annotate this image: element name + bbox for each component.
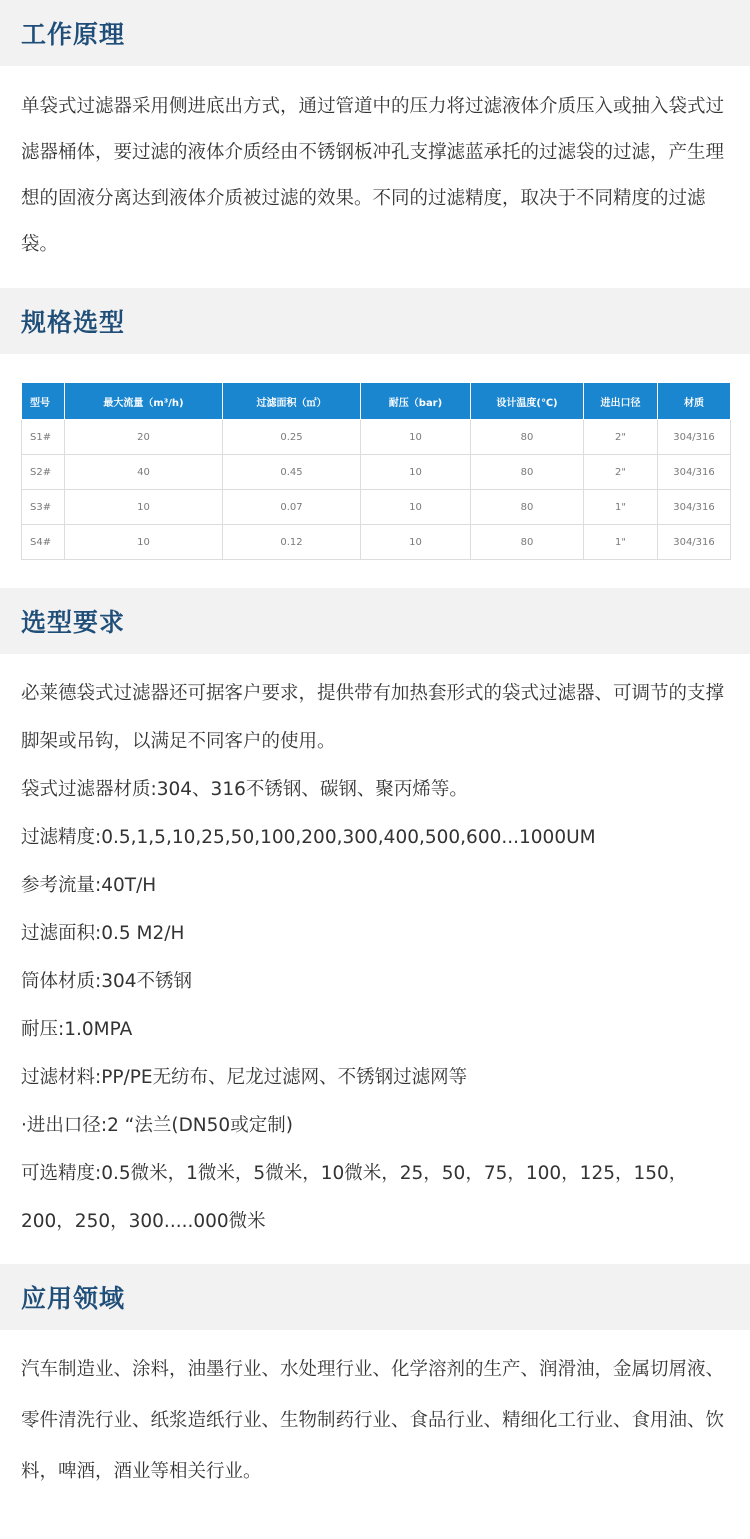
cell-temperature: 80 — [471, 525, 584, 560]
cell-model: S2# — [22, 455, 65, 490]
spec-table — [21, 382, 731, 560]
cell-max-flow: 10 — [65, 525, 223, 560]
col-header-material: 材质 — [658, 383, 731, 420]
cell-filter-area: 0.07 — [223, 490, 361, 525]
col-header-temperature: 设计温度(℃) — [471, 383, 584, 420]
col-header-max-flow: 最大流量（m³/h) — [65, 383, 223, 420]
cell-pressure: 10 — [361, 455, 471, 490]
cell-port-size: 1" — [584, 490, 658, 525]
cell-model: S3# — [22, 490, 65, 525]
cell-material: 304/316 — [658, 525, 731, 560]
spec-header — [0, 288, 750, 354]
cell-max-flow: 20 — [65, 420, 223, 455]
cell-port-size: 2" — [584, 455, 658, 490]
cell-pressure: 10 — [361, 420, 471, 455]
cell-max-flow: 40 — [65, 455, 223, 490]
requirement-line: 可选精度:0.5微米，1微米，5微米，10微米，25，50，75，100，125，150，200，250，300.....000微米 — [21, 1163, 688, 1232]
requirement-line: ·进出口径:2 “法兰(DN50或定制) — [21, 1115, 293, 1136]
cell-filter-area: 0.45 — [223, 455, 361, 490]
requirements-body — [0, 654, 750, 1264]
col-header-model: 型号 — [22, 383, 65, 420]
col-header-port-size: 进出口径 — [584, 383, 658, 420]
principle-title: 工作原理 — [21, 20, 126, 49]
spec-table-header-row — [22, 383, 731, 420]
applications-title: 应用领域 — [21, 1284, 126, 1313]
principle-text: 单袋式过滤器采用侧进底出方式，通过管道中的压力将过滤液体介质压入或抽入袋式过滤器桶体，要过滤的液体介质经由不锈钢板冲孔支撑滤蓝承托的过滤袋的过滤，产生理想的固液分离达到液体介质被过滤的效果。不同的过滤精度，取决于不同精度的过滤袋。 — [21, 96, 725, 255]
principle-header — [0, 0, 750, 66]
requirement-line: 过滤面积:0.5 M2/H — [21, 923, 185, 944]
spec-table-wrap — [0, 354, 750, 588]
principle-body — [0, 66, 750, 288]
table-row — [22, 490, 731, 525]
table-row — [22, 525, 731, 560]
requirements-header — [0, 588, 750, 654]
cell-max-flow: 10 — [65, 490, 223, 525]
cell-model: S1# — [22, 420, 65, 455]
cell-filter-area: 0.25 — [223, 420, 361, 455]
spec-title: 规格选型 — [21, 308, 126, 337]
cell-port-size: 1" — [584, 525, 658, 560]
cell-temperature: 80 — [471, 490, 584, 525]
requirement-line: 筒体材质:304不锈钢 — [21, 971, 193, 992]
cell-pressure: 10 — [361, 490, 471, 525]
requirement-line: 参考流量:40T/H — [21, 875, 157, 896]
applications-header — [0, 1264, 750, 1330]
requirements-title: 选型要求 — [21, 608, 126, 637]
requirement-line: 过滤材料:PP/PE无纺布、尼龙过滤网、不锈钢过滤网等 — [21, 1067, 468, 1088]
cell-material: 304/316 — [658, 455, 731, 490]
cell-temperature: 80 — [471, 420, 584, 455]
cell-port-size: 2" — [584, 420, 658, 455]
table-row — [22, 455, 731, 490]
cell-material: 304/316 — [658, 420, 731, 455]
requirement-line: 袋式过滤器材质:304、316不锈钢、碳钢、聚丙烯等。 — [21, 779, 468, 800]
requirement-line: 必莱德袋式过滤器还可据客户要求，提供带有加热套形式的袋式过滤器、可调节的支撑脚架或吊钩，以满足不同客户的使用。 — [21, 683, 725, 752]
table-row — [22, 420, 731, 455]
applications-body — [0, 1330, 750, 1497]
applications-text: 汽车制造业、涂料，油墨行业、水处理行业、化学溶剂的生产、润滑油，金属切屑液、零件清洗行业、纸浆造纸行业、生物制药行业、食品行业、精细化工行业、食用油、饮料，啤酒，酒业等相关行业。 — [21, 1359, 725, 1482]
cell-model: S4# — [22, 525, 65, 560]
cell-pressure: 10 — [361, 525, 471, 560]
cell-material: 304/316 — [658, 490, 731, 525]
cell-filter-area: 0.12 — [223, 525, 361, 560]
cell-temperature: 80 — [471, 455, 584, 490]
col-header-pressure: 耐压（bar) — [361, 383, 471, 420]
requirement-line: 过滤精度:0.5,1,5,10,25,50,100,200,300,400,500,600...1000UM — [21, 827, 596, 848]
requirement-line: 耐压:1.0MPA — [21, 1019, 133, 1040]
col-header-filter-area: 过滤面积（㎡） — [223, 383, 361, 420]
